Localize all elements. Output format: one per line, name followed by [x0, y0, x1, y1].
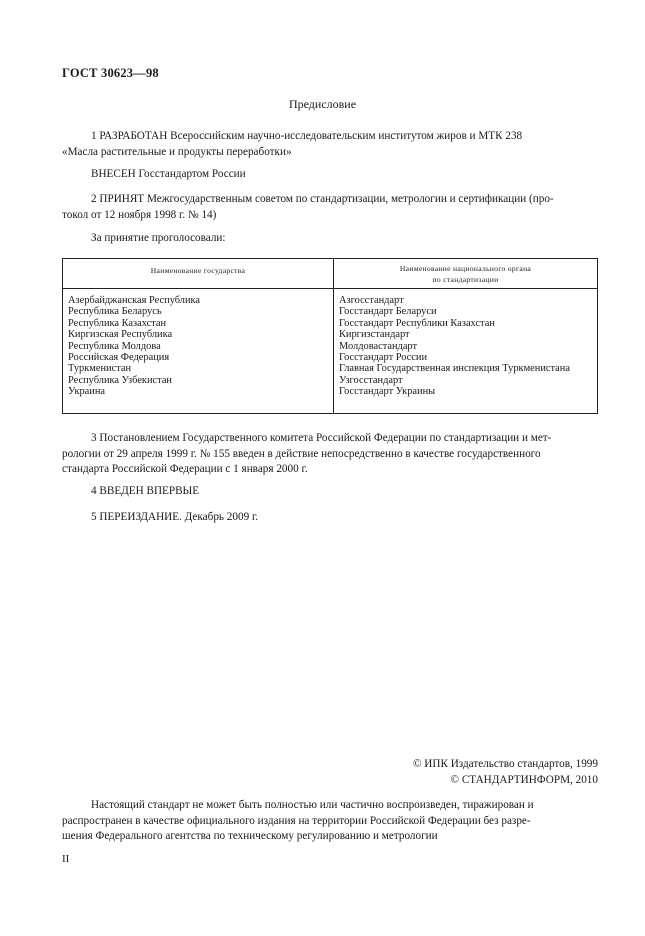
paragraph-line: рологии от 29 апреля 1999 г. № 155 введен в действие непосредственно в качестве государственного: [62, 447, 541, 460]
paragraph-line: Настоящий стандарт не может быть полностью или частично воспроизведен, тиражирован и: [91, 799, 534, 811]
table-cell-state: Республика Беларусь: [68, 306, 162, 318]
table-cell-body: Азгосстандарт: [339, 295, 404, 306]
table-cell-body: Узгосстандарт: [339, 374, 403, 386]
paragraph-voted: [62, 231, 600, 247]
paragraph-line: 4 ВВЕДЕН ВПЕРВЫЕ: [91, 485, 200, 497]
table-cell-body: Молдовастандарт: [339, 340, 418, 352]
table-cell-state: Республика Казахстан: [68, 317, 167, 329]
paragraph-reissue: [62, 510, 600, 526]
table-cell-body: Киргизстандарт: [339, 329, 410, 341]
paragraph-line: шения Федерального агентства по техническому регулированию и метрологии: [62, 830, 438, 842]
table-cell-state: Украина: [68, 386, 106, 398]
table-cell-state: Азербайджанская Республика: [68, 295, 201, 306]
bodies-column: [339, 295, 597, 398]
paragraph-line: 2 ПРИНЯТ Межгосударственным советом по стандартизации, метрологии и сертификации (про-: [91, 193, 554, 205]
states-column: [68, 295, 330, 398]
copyright-line: © СТАНДАРТИНФОРМ, 2010: [450, 773, 598, 786]
column-header-state: Наименование государства: [150, 265, 246, 275]
reproduction-notice: [62, 798, 600, 845]
paragraph-line: 5 ПЕРЕИЗДАНИЕ. Декабрь 2009 г.: [91, 511, 259, 523]
table-cell-state: Туркменистан: [68, 363, 132, 375]
table-cell-state: Республика Узбекистан: [68, 374, 172, 386]
paragraph-adopted: [62, 192, 600, 223]
paragraph-developed: [62, 129, 600, 160]
paragraph-first-introduced: [62, 484, 600, 500]
table-cell-body: Госстандарт Беларуси: [339, 306, 437, 318]
table-cell-body: Госстандарт России: [339, 352, 428, 364]
table-cell-body: Госстандарт Украины: [339, 386, 436, 398]
column-header-body-line1: Наименование национального органа: [399, 264, 532, 273]
copyright-block: [413, 757, 598, 788]
paragraph-line: ВНЕСЕН Госстандартом России: [91, 168, 246, 180]
page-title: Предисловие: [288, 97, 357, 111]
paragraph-line: За принятие проголосовали:: [91, 232, 226, 244]
table-cell-body: Главная Государственная инспекция Туркменистана: [339, 363, 570, 375]
table-cell-state: Республика Молдова: [68, 340, 161, 352]
table-cell-state: Российская Федерация: [68, 352, 170, 364]
voting-table: [62, 258, 598, 414]
paragraph-introduced: [62, 167, 600, 183]
document-id: ГОСТ 30623—98: [62, 66, 159, 80]
table-cell-body: Госстандарт Республики Казахстан: [339, 317, 495, 329]
paragraph-decree: [62, 431, 600, 478]
copyright-line: © ИПК Издательство стандартов, 1999: [412, 758, 598, 770]
column-header-body-line2: по стандартизации: [432, 275, 499, 284]
paragraph-line: распространен в качестве официального издания на территории Российской Федерации без разре-: [62, 814, 531, 827]
paragraph-line: 3 Постановлением Государственного комитета Российской Федерации по стандартизации и мет-: [91, 432, 552, 444]
paragraph-line: «Масла растительные и продукты переработки»: [62, 145, 292, 158]
table-cell-state: Киргизская Республика: [68, 329, 173, 341]
paragraph-line: стандарта Российской Федерации с 1 января 2000 г.: [62, 463, 308, 475]
page-number: II: [62, 853, 70, 865]
paragraph-line: 1 РАЗРАБОТАН Всероссийским научно-исследовательским институтом жиров и МТК 238: [91, 130, 523, 142]
column-header-body: [334, 259, 597, 289]
paragraph-line: токол от 12 ноября 1998 г. № 14): [62, 208, 217, 221]
